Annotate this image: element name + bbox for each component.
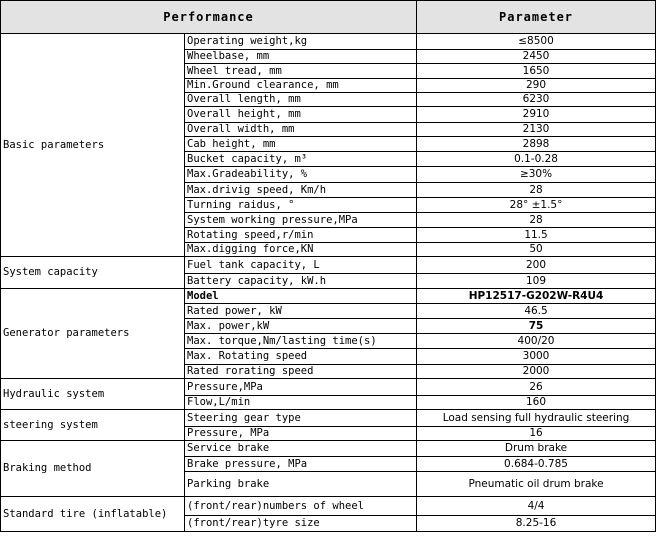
category-basic-parameters: Basic parameters [1, 34, 185, 257]
param-value: 200 [417, 257, 656, 274]
param-name: Pressure, MPa [185, 427, 417, 441]
param-name: Turning raidus, ° [185, 198, 417, 213]
param-value: 28 [417, 213, 656, 228]
category-standard-tire-inflatable: Standard tire (inflatable) [1, 497, 185, 532]
param-value: Load sensing full hydraulic steering [417, 410, 656, 427]
param-name: Rotating speed,r/min [185, 228, 417, 243]
param-name: Wheelbase, mm [185, 50, 417, 64]
param-value: 11.5 [417, 228, 656, 243]
table-row [1, 379, 656, 396]
param-value: 4/4 [417, 497, 656, 516]
param-name: Model [185, 289, 417, 304]
param-name: Parking brake [185, 472, 417, 497]
param-name: Min.Ground clearance, mm [185, 79, 417, 93]
category-generator-parameters: Generator parameters [1, 289, 185, 379]
param-value: 3000 [417, 349, 656, 365]
category-hydraulic-system: Hydraulic system [1, 379, 185, 410]
param-name: Operating weight,kg [185, 34, 417, 50]
param-name: Fuel tank capacity, L [185, 257, 417, 274]
param-name: Max. torque,Nm/lasting time(s) [185, 334, 417, 349]
param-value: 2898 [417, 137, 656, 152]
param-value: 109 [417, 274, 656, 289]
param-value: HP12517-G202W-R4U4 [417, 289, 656, 304]
table-row [1, 257, 656, 274]
param-value: 0.684-0.785 [417, 457, 656, 472]
table-header-row [1, 1, 656, 34]
param-value: 46.5 [417, 304, 656, 319]
table-row [1, 289, 656, 304]
param-value: ≥30% [417, 167, 656, 183]
param-value: 28° ±1.5° [417, 198, 656, 213]
param-name: Rated power, kW [185, 304, 417, 319]
param-name: Flow,L/min [185, 396, 417, 410]
param-name: (front/rear)tyre size [185, 516, 417, 532]
table-row [1, 497, 656, 516]
category-steering-system: steering system [1, 410, 185, 441]
param-name: Bucket capacity, m³ [185, 152, 417, 167]
param-name: Rated rorating speed [185, 365, 417, 379]
param-value: 0.1-0.28 [417, 152, 656, 167]
param-value: 2130 [417, 123, 656, 137]
param-value: 1650 [417, 64, 656, 79]
performance-header: Performance [1, 1, 417, 34]
param-value: 290 [417, 79, 656, 93]
param-name: Steering gear type [185, 410, 417, 427]
param-name: (front/rear)numbers of wheel [185, 497, 417, 516]
param-name: Max.drivig speed, Km/h [185, 183, 417, 198]
param-value: 2910 [417, 107, 656, 123]
param-name: Cab height, mm [185, 137, 417, 152]
param-value: Drum brake [417, 441, 656, 457]
param-name: Overall length, mm [185, 93, 417, 107]
param-name: Brake pressure, MPa [185, 457, 417, 472]
spec-body [1, 34, 656, 532]
param-value: 400/20 [417, 334, 656, 349]
param-value: 2000 [417, 365, 656, 379]
param-name: Wheel tread, mm [185, 64, 417, 79]
param-name: Service brake [185, 441, 417, 457]
param-value: 8.25-16 [417, 516, 656, 532]
param-name: Max. power,kW [185, 319, 417, 334]
table-row [1, 34, 656, 50]
param-value: 28 [417, 183, 656, 198]
param-name: Pressure,MPa [185, 379, 417, 396]
param-value: 6230 [417, 93, 656, 107]
param-value: 2450 [417, 50, 656, 64]
param-value: 16 [417, 427, 656, 441]
param-value: 26 [417, 379, 656, 396]
param-value: 50 [417, 243, 656, 257]
param-name: Battery capacity, kW.h [185, 274, 417, 289]
param-name: Max. Rotating speed [185, 349, 417, 365]
param-value: Pneumatic oil drum brake [417, 472, 656, 497]
category-braking-method: Braking method [1, 441, 185, 497]
table-row [1, 410, 656, 427]
param-value: 160 [417, 396, 656, 410]
parameter-header: Parameter [417, 1, 656, 34]
param-value: 75 [417, 319, 656, 334]
table-row [1, 441, 656, 457]
param-name: Max.digging force,KN [185, 243, 417, 257]
param-name: Max.Gradeability, % [185, 167, 417, 183]
param-name: System working pressure,MPa [185, 213, 417, 228]
category-system-capacity: System capacity [1, 257, 185, 289]
param-value: ≤8500 [417, 34, 656, 50]
param-name: Overall width, mm [185, 123, 417, 137]
param-name: Overall height, mm [185, 107, 417, 123]
